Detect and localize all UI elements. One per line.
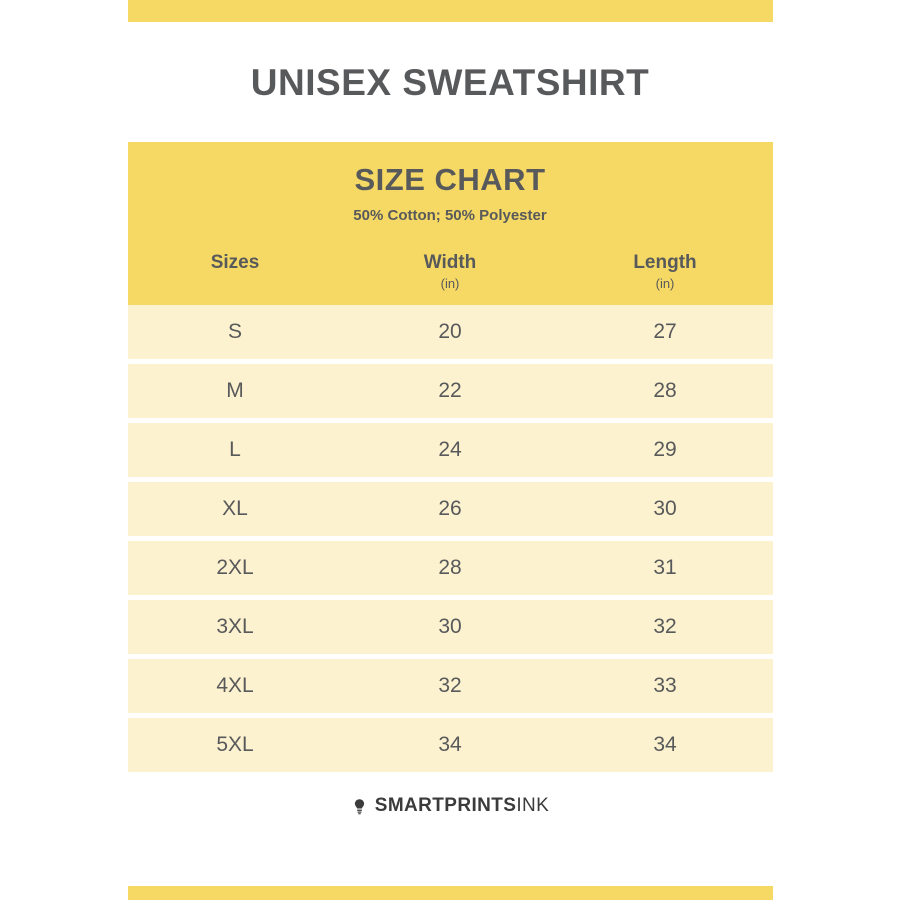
bottom-accent-bar <box>128 886 773 900</box>
size-table-body <box>128 305 773 775</box>
page-title: UNISEX SWEATSHIRT <box>250 62 650 103</box>
cell-length: 33 <box>558 657 773 716</box>
column-header-sizes-label: Sizes <box>210 252 260 273</box>
table-row <box>128 480 773 539</box>
cell-size: L <box>128 421 343 480</box>
brand-name-bold: SMARTPRINTS <box>374 795 517 816</box>
cell-size: 4XL <box>128 657 343 716</box>
size-chart-container <box>128 142 773 817</box>
lightbulb-icon <box>351 798 368 815</box>
table-row <box>128 657 773 716</box>
column-header-width-unit: (in) <box>440 276 460 291</box>
size-table <box>128 240 773 777</box>
table-row <box>128 362 773 421</box>
cell-length: 30 <box>558 480 773 539</box>
cell-width: 20 <box>343 305 558 362</box>
cell-width: 30 <box>343 598 558 657</box>
size-chart-header <box>128 142 773 240</box>
cell-length: 32 <box>558 598 773 657</box>
column-header-width-label: Width <box>423 252 477 273</box>
top-accent-bar <box>128 0 773 22</box>
size-table-head <box>128 240 773 305</box>
cell-size: XL <box>128 480 343 539</box>
table-header-row <box>128 240 773 305</box>
cell-width: 34 <box>343 716 558 775</box>
cell-width: 32 <box>343 657 558 716</box>
table-row <box>128 421 773 480</box>
cell-size: M <box>128 362 343 421</box>
cell-width: 26 <box>343 480 558 539</box>
column-header-length <box>558 240 773 305</box>
cell-size: 2XL <box>128 539 343 598</box>
cell-width: 28 <box>343 539 558 598</box>
cell-length: 27 <box>558 305 773 362</box>
brand-name-light: INK <box>516 795 550 816</box>
brand-name <box>375 795 550 817</box>
column-header-sizes <box>128 240 343 305</box>
cell-width: 24 <box>343 421 558 480</box>
cell-length: 31 <box>558 539 773 598</box>
cell-width: 22 <box>343 362 558 421</box>
table-row <box>128 305 773 362</box>
cell-size: 5XL <box>128 716 343 775</box>
cell-length: 28 <box>558 362 773 421</box>
size-chart-heading: SIZE CHART <box>354 162 546 197</box>
cell-size: 3XL <box>128 598 343 657</box>
column-header-length-label: Length <box>633 252 697 273</box>
column-header-width <box>343 240 558 305</box>
cell-length: 29 <box>558 421 773 480</box>
brand-logo <box>128 795 773 817</box>
cell-size: S <box>128 305 343 362</box>
table-row <box>128 539 773 598</box>
material-composition: 50% Cotton; 50% Polyester <box>353 207 547 224</box>
table-row <box>128 598 773 657</box>
column-header-length-unit: (in) <box>655 276 675 291</box>
table-row <box>128 716 773 775</box>
cell-length: 34 <box>558 716 773 775</box>
